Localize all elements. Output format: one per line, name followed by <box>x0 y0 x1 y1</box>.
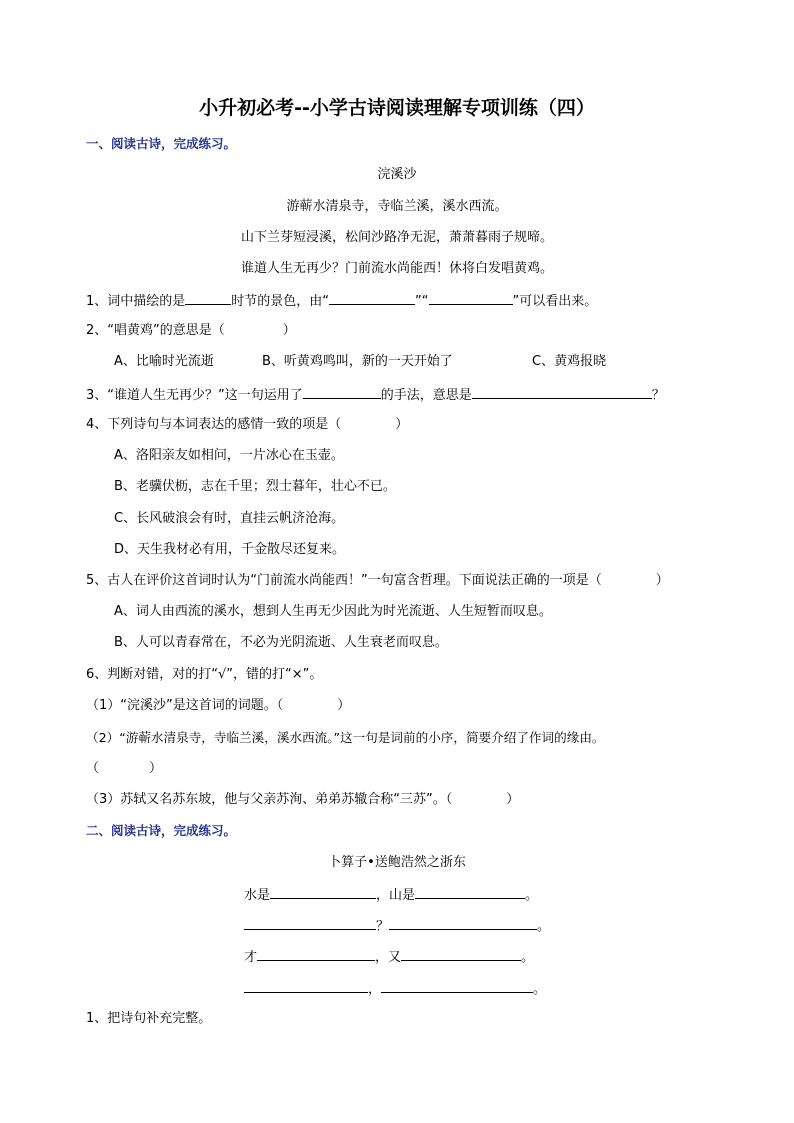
poem-2-title: 卜算子•送鲍浩然之浙东 <box>328 855 466 870</box>
question-2-option-a: A、比喻时光流逝 <box>114 354 214 369</box>
question-3: 3、“谁道人生无再少？”这一句运用了 的手法，意思是 ？ <box>86 385 665 405</box>
section-2-heading: 二、阅读古诗，完成练习。 <box>86 823 237 838</box>
answer-blank[interactable] <box>303 385 381 399</box>
question-5-option-b: B、人可以青春常在，不必为光阴流逝、人生衰老而叹息。 <box>114 635 448 650</box>
answer-blank[interactable] <box>389 916 537 930</box>
question-6-item-2-answer: （ ） <box>86 761 163 776</box>
poem-1-title: 浣溪沙 <box>377 167 417 182</box>
question-5-option-a: A、词人由西流的溪水，想到人生再无少因此为时光流逝、人生短暂而叹息。 <box>114 604 552 619</box>
question-2: 2、“唱黄鸡”的意思是（ ） <box>86 323 296 338</box>
section-1-heading: 一、阅读古诗，完成练习。 <box>86 136 237 151</box>
poem-2-row-1: 水是 ，山是 。 <box>244 885 538 905</box>
poem-1-line-1: 游蕲水清泉寺，寺临兰溪，溪水西流。 <box>286 199 508 214</box>
poem-1-line-3: 谁道人生无再少？门前流水尚能西！休将白发唱黄鸡。 <box>240 261 553 276</box>
answer-blank[interactable] <box>472 385 652 399</box>
question-6-item-2: （2）“游蕲水清泉寺，寺临兰溪，溪水西流。”这一句是词前的小序，简要介绍了作词的缘由。 <box>86 730 605 745</box>
question-6: 6、判断对错，对的打“√”，错的打“×”。 <box>86 667 323 682</box>
answer-blank[interactable] <box>329 291 415 305</box>
question-1: 1、词中描绘的是 时节的景色，由“ ”“ ”可以看出来。 <box>86 291 597 311</box>
question-2-option-c: C、黄鸡报晓 <box>532 354 607 369</box>
question-6-item-3: （3）苏轼又名苏东坡，他与父亲苏洵、弟弟苏辙合称“三苏”。（ ） <box>86 792 520 807</box>
question-4: 4、下列诗句与本词表达的感情一致的项是（ ） <box>86 417 409 432</box>
answer-blank[interactable] <box>244 979 368 993</box>
answer-blank[interactable] <box>401 947 521 961</box>
answer-blank[interactable] <box>257 947 375 961</box>
question-2-option-b: B、听黄鸡鸣叫，新的一天开始了 <box>262 354 453 369</box>
answer-blank[interactable] <box>429 291 513 305</box>
poem-2-row-2: ？ 。 <box>244 916 550 936</box>
question-4-option-b: B、老骥伏枥，志在千里；烈士暮年，壮心不已。 <box>114 479 396 494</box>
poem-2-row-4: ， 。 <box>244 979 546 999</box>
answer-blank[interactable] <box>185 291 231 305</box>
answer-blank[interactable] <box>415 885 525 899</box>
question-6-item-1: （1）“浣溪沙”是这首词的词题。（ ） <box>86 698 351 713</box>
poem-1-line-2: 山下兰芽短浸溪，松间沙路净无泥，萧萧暮雨子规啼。 <box>240 230 553 245</box>
question-4-option-d: D、天生我材必有用，千金散尽还复来。 <box>114 542 346 557</box>
answer-blank[interactable] <box>381 979 533 993</box>
answer-blank[interactable] <box>244 916 376 930</box>
question-4-option-c: C、长风破浪会有时，直挂云帆济沧海。 <box>114 511 345 526</box>
page-title: 小升初必考--小学古诗阅读理解专项训练（四） <box>199 97 595 119</box>
poem-2-row-3: 才 ，又 。 <box>244 947 534 967</box>
question-5: 5、古人在评价这首词时认为“门前流水尚能西！”一句富含哲理。下面说法正确的一项是（ ） <box>86 573 669 588</box>
section-2-question-1: 1、把诗句补充完整。 <box>86 1011 212 1026</box>
answer-blank[interactable] <box>270 885 376 899</box>
question-4-option-a: A、洛阳亲友如相问，一片冰心在玉壶。 <box>114 448 344 463</box>
